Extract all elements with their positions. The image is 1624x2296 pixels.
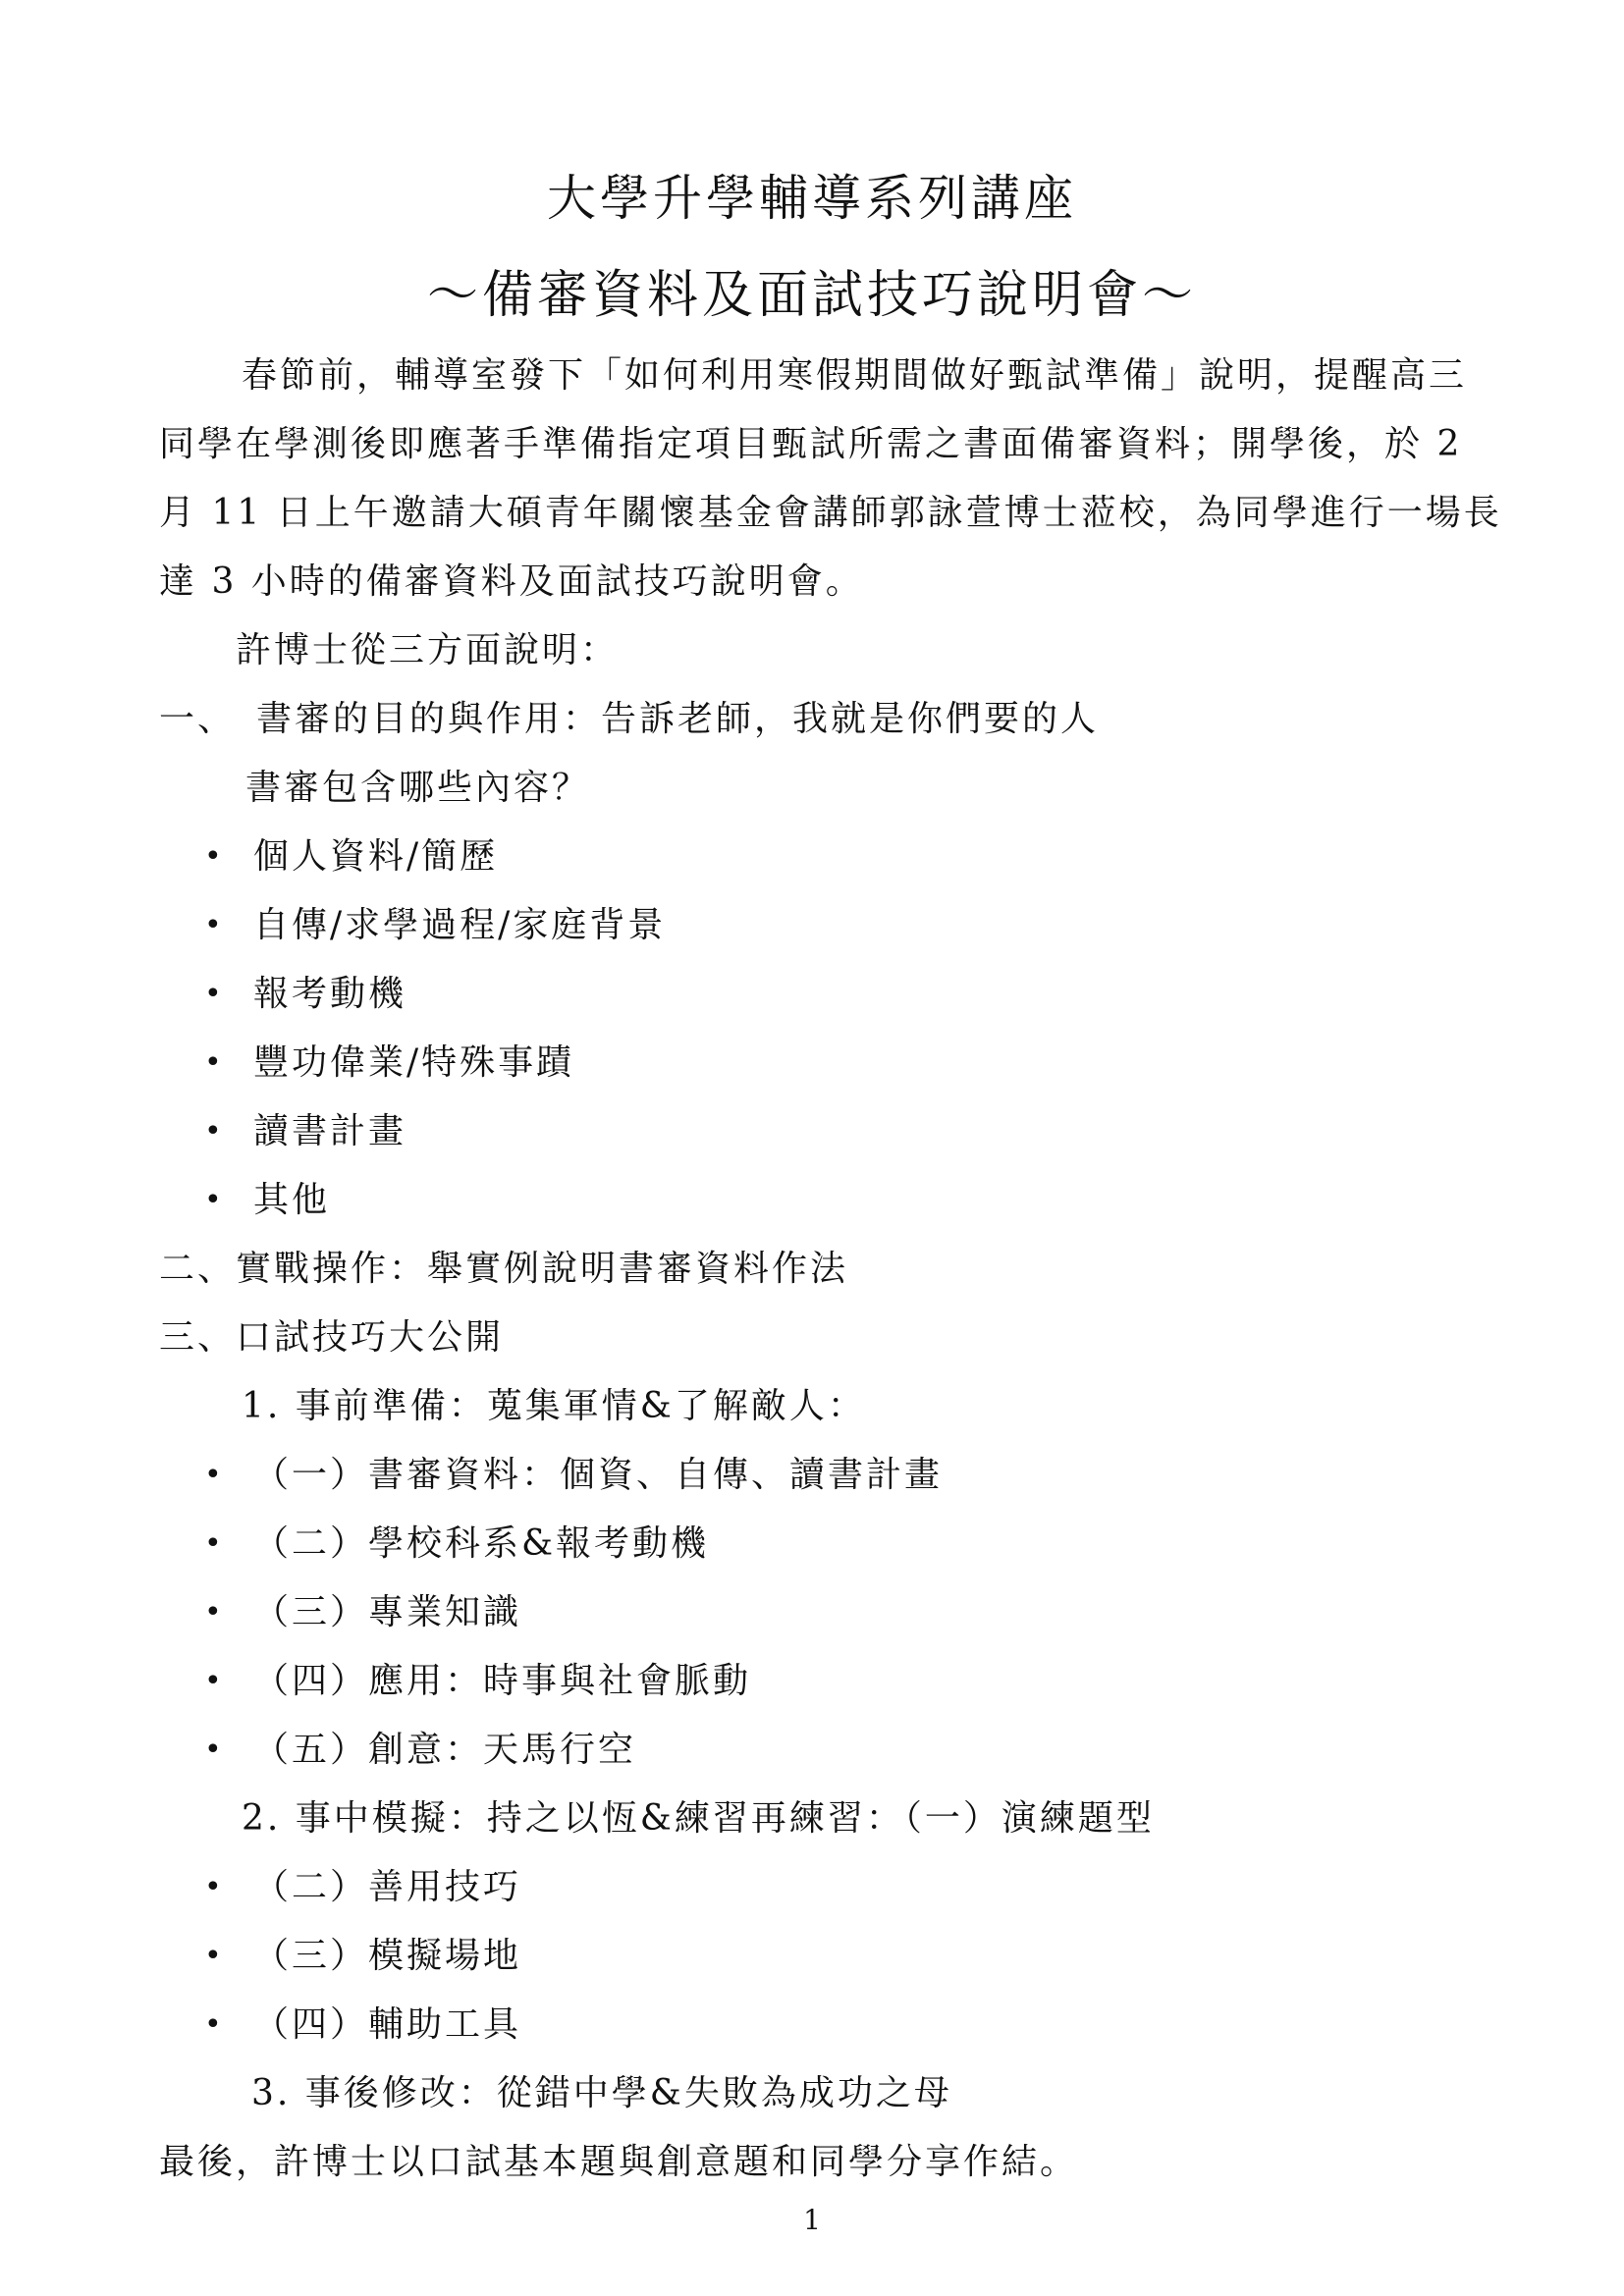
section1-subheading: 書審包含哪些內容？ (245, 768, 591, 808)
section3-step1: 1. 事前準備：蒐集軍情&了解敵人： (242, 1386, 866, 1426)
section2-heading: 二、實戰操作：舉實例說明書審資料作法 (159, 1249, 849, 1289)
list-item-label: （三）模擬場地 (253, 1936, 522, 1976)
list-item-label: 豐功偉業/特殊事蹟 (253, 1042, 575, 1083)
list-item-label: 報考動機 (253, 974, 407, 1014)
section1-heading: 一、 書審的目的與作用：告訴老師，我就是你們要的人 (159, 699, 1100, 739)
page-number: 1 (803, 2204, 821, 2236)
list-item-label: （四）輔助工具 (253, 2004, 522, 2045)
list-item-label: 自傳/求學過程/家庭背景 (253, 905, 667, 945)
bullet-icon: • (204, 1870, 225, 1904)
list-item-label: 讀書計畫 (253, 1111, 407, 1151)
list-item-label: （四）應用：時事與社會脈動 (253, 1661, 752, 1701)
bullet-icon: • (204, 1664, 225, 1698)
bullet-icon: • (204, 1458, 225, 1492)
closing-paragraph: 最後，許博士以口試基本題與創意題和同學分享作結。 (159, 2142, 1079, 2182)
bullet-icon: • (204, 977, 225, 1011)
bullet-icon: • (204, 1939, 225, 1973)
bullet-icon: • (204, 839, 225, 874)
bullet-icon: • (204, 908, 225, 942)
intro-line-2: 同學在學測後即應著手準備指定項目甄試所需之書面備審資料；開學後，於 2 (159, 424, 1463, 464)
document-subtitle: ～備審資料及面試技巧說明會～ (426, 266, 1197, 325)
section3-step2: 2. 事中模擬：持之以恆&練習再練習：（一）演練題型 (242, 1798, 1155, 1839)
document-title: 大學升學輔導系列講座 (547, 170, 1077, 227)
intro-line-4: 達 3 小時的備審資料及面試技巧說明會。 (159, 561, 864, 602)
section3-heading: 三、口試技巧大公開 (159, 1317, 505, 1358)
list-item-label: （二）學校科系&報考動機 (253, 1523, 710, 1564)
list-item-label: （五）創意：天馬行空 (253, 1730, 637, 1770)
bullet-icon: • (204, 1114, 225, 1148)
list-item-label: 個人資料/簡歷 (253, 836, 499, 877)
bullet-icon: • (204, 1595, 225, 1629)
list-item-label: （二）善用技巧 (253, 1867, 522, 1907)
bullet-icon: • (204, 1733, 225, 1767)
list-item-label: （一）書審資料：個資、自傳、讀書計畫 (253, 1455, 944, 1495)
bullet-icon: • (204, 2007, 225, 2042)
list-item-label: 其他 (253, 1180, 331, 1220)
intro-line-3: 月 11 日上午邀請大碩青年關懷基金會講師郭詠萱博士蒞校，為同學進行一場長 (159, 493, 1502, 533)
list-item-label: （三）專業知識 (253, 1592, 522, 1632)
bullet-icon: • (204, 1183, 225, 1217)
section3-step3: 3. 事後修改：從錯中學&失敗為成功之母 (251, 2073, 952, 2113)
bullet-icon: • (204, 1526, 225, 1561)
intro-line-5: 許博士從三方面說明： (236, 630, 620, 670)
intro-line-1: 春節前，輔導室發下「如何利用寒假期間做好甄試準備」說明，提醒高三 (242, 355, 1468, 396)
bullet-icon: • (204, 1045, 225, 1080)
